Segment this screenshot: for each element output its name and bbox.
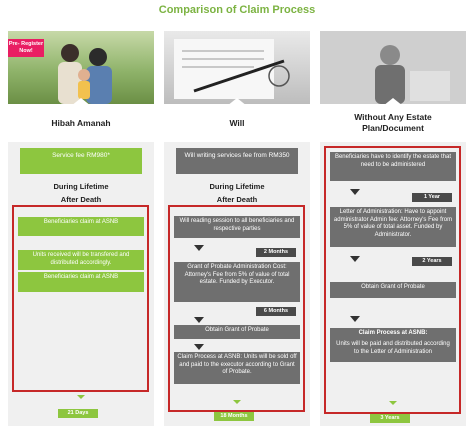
document-pen-illustration [164,31,310,104]
arrow-down-icon [194,245,204,251]
column-hibah-amanah [8,31,154,426]
step-claim-process-detail: Units will be paid and distributed according to the Letter of Administration [330,339,456,362]
total-duration: 3 Years [370,414,410,423]
column-heading: Without Any Estate Plan/Document [320,104,466,142]
arrow-down-icon [350,189,360,195]
during-lifetime-label: During Lifetime [53,182,109,191]
step-claim-process-asnb: Claim Process at ASNB: Units will be sold off and paid to the executor according to Grant of Probate. [174,352,300,384]
chevron-down-icon [389,401,397,405]
total-duration: 18 Months [214,412,254,421]
duration-tag: 6 Months [256,307,296,316]
duration-tag: 2 Months [256,248,296,257]
service-fee: Will writing services fee from RM350 [176,148,298,174]
duration-tag: 2 Years [412,257,452,266]
arrow-down-icon [194,344,204,350]
page-title: Comparison of Claim Process [158,4,316,16]
column-no-estate-plan [320,31,466,426]
total-duration: 21 Days [58,409,98,418]
arrow-down-icon [350,316,360,322]
duration-tag: 1 Year [412,193,452,202]
column-will [164,31,310,426]
step-identify-estate: Beneficiaries have to identify the estate that need to be administered [330,152,456,181]
after-death-label: After Death [60,195,102,204]
stressed-person-illustration [320,31,466,104]
after-death-label: After Death [216,195,258,204]
pre-register-badge[interactable]: Pre- Register Now! [8,39,44,57]
process-frame [324,146,461,414]
step-obtain-grant: Obtain Grant of Probate [330,282,456,298]
step-will-reading: Will reading session to all beneficiaries and respective parties [174,216,300,238]
chevron-down-icon [77,395,85,399]
step-units-distributed: Units received will be transfered and distributed accordingly. [18,250,144,270]
stressed-person-photo [320,31,466,104]
step-grant-probate-cost: Grant of Probate Administration Cost: Attorney's Fee from 5% of value of total estate. Funded by Executor. [174,262,300,302]
step-claim-asnb-2: Beneficiaries claim at ASNB [18,272,144,292]
step-letter-of-administration: Letter of Administration: Have to appoint administrator Admin fee: Attorney's Fee from 5% of value of total asset. Funded by Administrator. [330,207,456,247]
step-claim-asnb: Beneficiaries claim at ASNB [18,217,144,236]
service-fee: Service fee RM980* [20,148,142,174]
chevron-down-icon [233,400,241,404]
column-heading: Will [164,104,310,142]
family-photo [8,31,154,104]
step-obtain-grant: Obtain Grant of Probate [174,325,300,339]
column-heading: Hibah Amanah [8,104,154,142]
arrow-down-icon [194,317,204,323]
step-claim-process-heading: Claim Process at ASNB: [330,328,456,339]
during-lifetime-label: During Lifetime [209,182,265,191]
will-photo [164,31,310,104]
arrow-down-icon [350,256,360,262]
